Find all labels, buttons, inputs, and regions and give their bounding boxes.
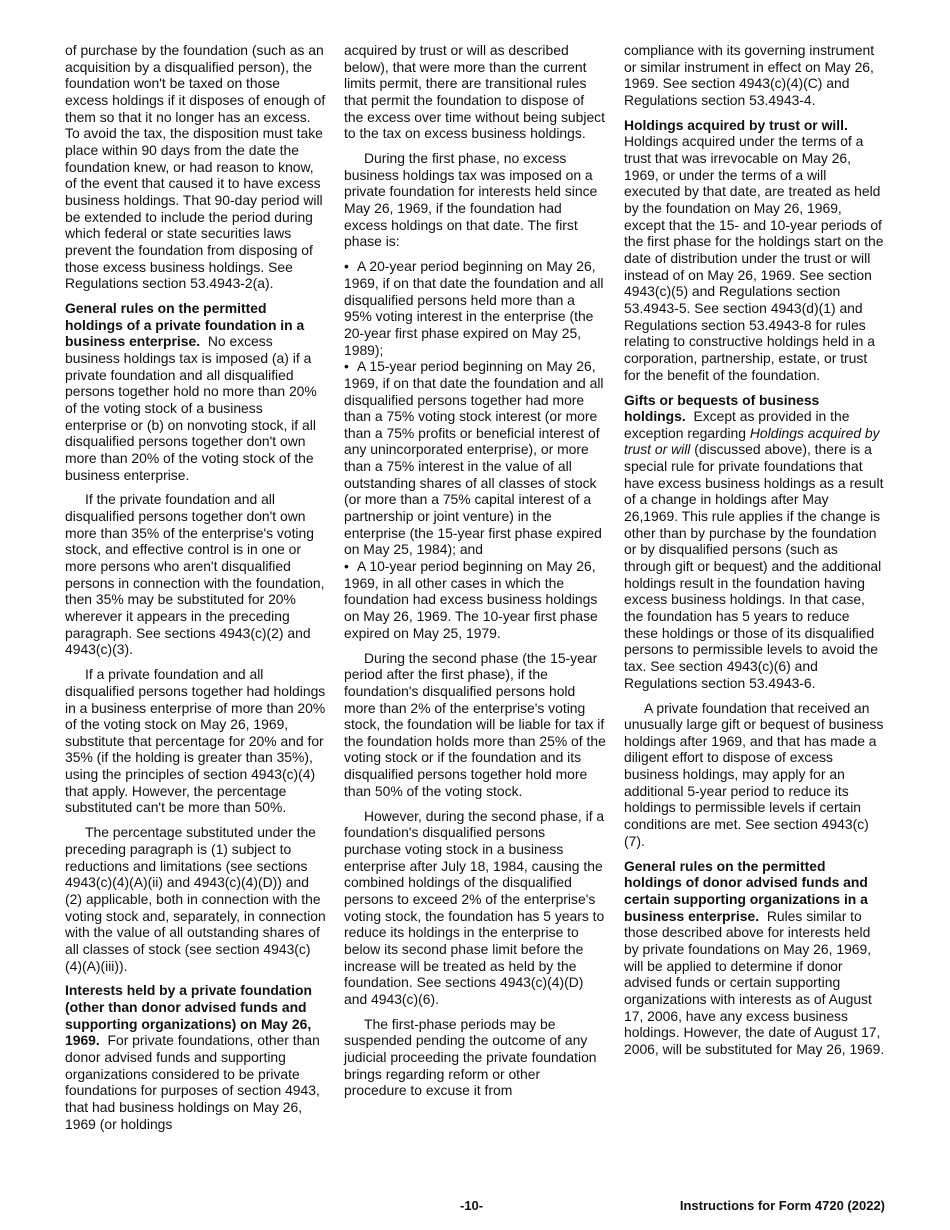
paragraph: The first-phase periods may be suspended pending the outcome of any judicial proceeding the private foundation brings regarding reform or other procedure to excuse it from	[344, 1015, 597, 1099]
paragraph: The percentage substituted under the preceding paragraph is (1) subject to reductions and limitations (see sections 4943(c)(4)(A)(ii) and 4943(c)(4)(D)) and (2) applicable, both in connection with the voting stock and, separately, in connection with the value of all outstanding shares of all classes of stock (see section 4943(c)(4)(A)(iii)).	[65, 824, 326, 974]
column-2	[344, 42, 606, 1107]
page-number: -10-	[460, 1198, 484, 1213]
section-heading: Gifts or bequests of business holdings.	[624, 391, 820, 425]
section-heading: Interests held by a private foundation (other than donor advised funds and supporting organizations) on May 26, 1969.	[65, 982, 312, 1049]
column-1	[65, 42, 327, 1140]
paragraph: During the second phase (the 15-year period after the first phase), if the foundation's disqualified persons hold more than 2% of the enterprise's voting stock, the foundation will be liable for tax if the foundation holds more than 25% of the voting stock or if the foundation and its disqualified persons together hold more than 50% of the voting stock.	[344, 649, 606, 799]
section-heading: General rules on the permitted holdings of a private foundation in a business enterprise.	[65, 300, 305, 350]
paragraph: Gifts or bequests of business holdings. Except as provided in the exception regarding Holdings acquired by trust or will (discussed above), there is a special rule for private foundations that have excess business holdings as a result of a change in holdings after May 26,1969. This rule applies if the change is other than by purchase by the foundation or by disqualified persons (such as through gift or bequest) and the additional holdings result in the foundation having excess business holdings. In that case, the foundation has 5 years to reduce these holdings or those of its disqualified persons to permissible levels to avoid the tax. See section 4943(c)(6) and Regulations section 53.4943-6.	[624, 391, 884, 691]
paragraph-text: Holdings acquired under the terms of a trust that was irrevocable on May 26, 1969, or under the terms of a will executed by that date, are treated as held by the foundation on May 26, 1969, except that the 15- and 10-year periods of the first phase for the holdings start on the date of distribution under the trust or will instead of on May 26, 1969. See section 4943(c)(5) and Regulations section 53.4943-5. See section 4943(d)(1) and Regulations section 53.4943-8 for rules relating to constructive holdings held in a corporation, partnership, estate, or trust for the benefit of the foundation.	[624, 133, 884, 383]
paragraph: If a private foundation and all disqualified persons together had holdings in a business enterprise of more than 20% of the voting stock on May 26, 1969, substitute that percentage for 20% and for 35% (if the holding is greater than 35%), using the principles of section 4943(c)(4) that apply. However, the percentage substituted can't be more than 50%.	[65, 666, 326, 816]
bullet-item: • A 10-year period beginning on May 26, 1969, in all other cases in which the foundation had excess business holdings on May 26, 1969. The 10-year first phase expired on May 25, 1979.	[344, 558, 598, 641]
bullet-item: • A 20-year period beginning on May 26, 1969, if on that date the foundation and all disqualified persons held more than a 95% voting interest in the enterprise (the 20-year first phase expired on May 25, 1989);	[344, 258, 604, 358]
italic-reference: Holdings acquired by trust or will	[624, 424, 880, 458]
paragraph	[624, 858, 886, 1058]
bullet-icon: •	[344, 558, 349, 575]
paragraph: However, during the second phase, if a foundation's disqualified persons purchase voting stock in a business enterprise after July 18, 1984, causing the combined holdings of the disqualified persons to exceed 2% of the enterprise's voting stock, the foundation has 5 years to reduce its holdings in the enterprise to below its second phase limit before the increase will be treated as held by the foundation. See sections 4943(c)(4)(D) and 4943(c)(6).	[344, 807, 605, 1007]
paragraph	[65, 300, 327, 483]
paragraph	[65, 982, 327, 1132]
paragraph-text: Rules similar to those described above for interests held by private foundations on May 26, 1969, will be applied to determine if donor advised funds or certain supporting organizations with interests as of August 17, 2006, have any excess business holdings. However, the date of August 17, 2006, will be substituted for May 26, 1969.	[624, 907, 885, 1057]
paragraph	[624, 117, 886, 384]
paragraph-text: No excess business holdings tax is imposed (a) if a private foundation and all disqualified persons together hold no more than 20% of the voting stock of a business enterprise or (b) on nonvoting stock, if all disqualified persons together don't own more than 20% of the voting stock of the business enterprise.	[65, 333, 317, 483]
column-3	[624, 42, 886, 1066]
paragraph: During the first phase, no excess business holdings tax was imposed on a private foundation for interests held since May 26, 1969, if the foundation had excess holdings on that date. The first phase is:	[344, 150, 598, 250]
paragraph: of purchase by the foundation (such as an acquisition by a disqualified person), the foundation won't be taxed on those excess holdings if it disposes of enough of them so that it no longer has an excess. To avoid the tax, the disposition must take place within 90 days from the date the foundation knew, or had reason to know, of the event that caused it to have excess business holdings. That 90-day period will be extended to include the period during which federal or state securities laws prevent the foundation from disposing of those excess business holdings. See Regulations section 53.4943-2(a).	[65, 42, 326, 292]
bullet-icon: •	[344, 258, 349, 275]
paragraph: acquired by trust or will as described below), that were more than the current limits permit, there are transitional rules that permit the foundation to dispose of the excess over time without being subject to the tax on excess business holdings.	[344, 42, 605, 142]
paragraph-text: For private foundations, other than donor advised funds and supporting organizations considered to be private foundations for purposes of section 4943, that had business holdings on May 26, 1969 (or holdings	[65, 1032, 320, 1132]
paragraph: A private foundation that received an unusually large gift or bequest of business holdings after 1969, and that has made a diligent effort to dispose of excess business holdings, may apply for an additional 5-year period to reduce its holdings to permissible levels if certain conditions are met. See section 4943(c)(7).	[624, 699, 884, 849]
section-heading: Holdings acquired by trust or will.	[624, 116, 848, 133]
paragraph: If the private foundation and all disqualified persons together don't own more than 35% of the enterprise's voting stock, and effective control is in one or more persons who aren't disqualified persons in connection with the foundation, then 35% may be substituted for 20% wherever it appears in the preceding paragraph. See sections 4943(c)(2) and 4943(c)(3).	[65, 491, 325, 658]
section-heading: General rules on the permitted holdings of donor advised funds and certain supporting organizations in a business enterprise.	[624, 857, 868, 924]
bullet-item: • A 15-year period beginning on May 26, 1969, if on that date the foundation and all disqualified persons together had more than a 75% voting stock interest (or more than a 75% profits or beneficial interest of any unincorporated enterprise), or more than a 75% interest in the value of all outstanding shares of all classes of stock (or more than a 75% capital interest of a partnership or joint venture) in the enterprise (the 15-year first phase expired on May 25, 1984); and	[344, 358, 604, 558]
paragraph: compliance with its governing instrument or similar instrument in effect on May 26, 1969. See section 4943(c)(4)(C) and Regulations section 53.4943-4.	[624, 42, 875, 108]
footer-title: Instructions for Form 4720 (2022)	[679, 1198, 885, 1213]
bullet-icon: •	[344, 358, 349, 375]
